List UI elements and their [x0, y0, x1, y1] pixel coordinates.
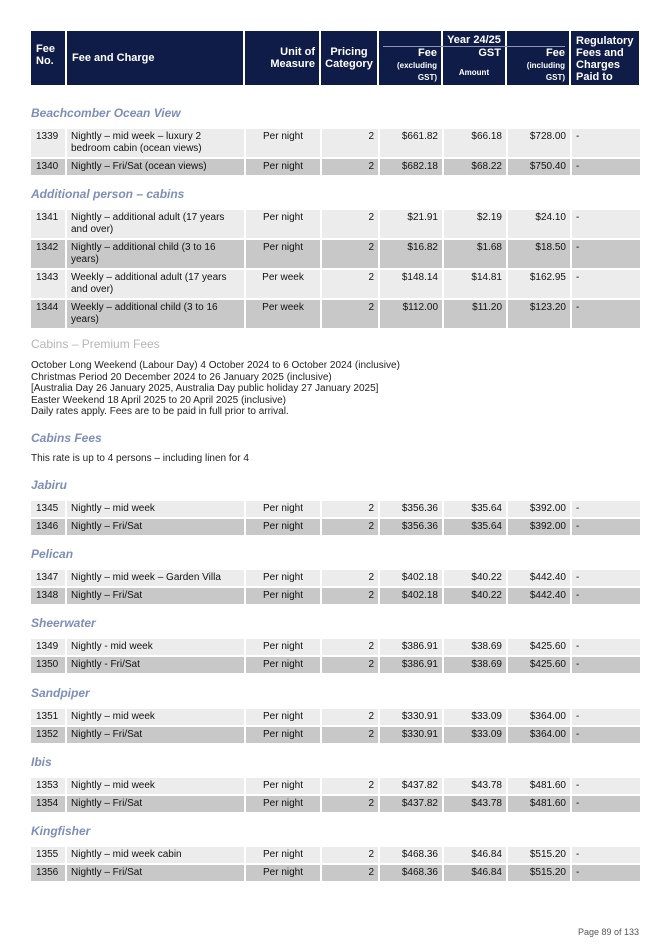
fee-excl-gst: $330.91 — [380, 709, 442, 725]
unit-of-measure: Per night — [246, 159, 320, 175]
fee-description: Nightly – mid week – Garden Villa — [67, 570, 244, 586]
fee-number: 1343 — [31, 270, 65, 298]
gst-amount: $46.84 — [444, 865, 506, 881]
pricing-category: 2 — [322, 501, 378, 517]
unit-of-measure: Per night — [246, 501, 320, 517]
regulatory-paid-to: - — [572, 796, 640, 812]
fee-description: Nightly – Fri/Sat — [67, 865, 244, 881]
table-row — [31, 639, 639, 655]
fee-incl-gst: $728.00 — [508, 129, 570, 157]
fee-excl-gst: $386.91 — [380, 639, 442, 655]
gst-amount: $68.22 — [444, 159, 506, 175]
fee-excl-gst: $661.82 — [380, 129, 442, 157]
premium-fees-notes — [31, 360, 400, 418]
fee-incl-gst: $364.00 — [508, 709, 570, 725]
section-title-pelican: Pelican — [31, 547, 74, 561]
fee-number: 1350 — [31, 657, 65, 673]
fee-excl-gst: $356.36 — [380, 519, 442, 535]
unit-of-measure: Per night — [246, 519, 320, 535]
table-row — [31, 796, 639, 812]
fee-number: 1348 — [31, 588, 65, 604]
fee-excl-gst: $437.82 — [380, 796, 442, 812]
table-row — [31, 300, 639, 328]
section-title-sheerwater: Sheerwater — [31, 616, 96, 630]
pricing-category: 2 — [322, 519, 378, 535]
unit-of-measure: Per night — [246, 588, 320, 604]
table-row — [31, 709, 639, 725]
fee-excl-gst: $468.36 — [380, 847, 442, 863]
section-title-sandpiper: Sandpiper — [31, 686, 90, 700]
fee-description: Nightly – mid week cabin — [67, 847, 244, 863]
gst-amount: $2.19 — [444, 210, 506, 238]
fee-number: 1345 — [31, 501, 65, 517]
fee-incl-gst: $481.60 — [508, 796, 570, 812]
pricing-category: 2 — [322, 270, 378, 298]
fee-excl-gst: $148.14 — [380, 270, 442, 298]
fee-description: Nightly – Fri/Sat — [67, 727, 244, 743]
section-title-kingfisher: Kingfisher — [31, 824, 91, 838]
fee-incl-gst: $392.00 — [508, 519, 570, 535]
pricing-category: 2 — [322, 796, 378, 812]
fee-number: 1349 — [31, 639, 65, 655]
gst-amount: $66.18 — [444, 129, 506, 157]
table-row — [31, 519, 639, 535]
fee-description: Nightly – Fri/Sat (ocean views) — [67, 159, 244, 175]
table-sheerwater — [31, 639, 639, 675]
unit-of-measure: Per night — [246, 796, 320, 812]
gst-amount: $11.20 — [444, 300, 506, 328]
table-kingfisher — [31, 847, 639, 883]
fee-description: Weekly – additional child (3 to 16 years) — [67, 300, 244, 328]
regulatory-paid-to: - — [572, 570, 640, 586]
table-row — [31, 210, 639, 238]
gst-amount: $46.84 — [444, 847, 506, 863]
header-unit-of-measure: Unit of Measure — [245, 31, 319, 85]
header-year-group — [379, 31, 569, 85]
regulatory-paid-to: - — [572, 709, 640, 725]
unit-of-measure: Per night — [246, 865, 320, 881]
gst-amount: $43.78 — [444, 778, 506, 794]
fee-description: Nightly – additional adult (17 years and over) — [67, 210, 244, 238]
pricing-category: 2 — [322, 300, 378, 328]
regulatory-paid-to: - — [572, 159, 640, 175]
fee-excl-gst: $16.82 — [380, 240, 442, 268]
table-row — [31, 865, 639, 881]
table-row — [31, 501, 639, 517]
fee-incl-gst: $425.60 — [508, 639, 570, 655]
fee-number: 1346 — [31, 519, 65, 535]
fee-excl-gst: $402.18 — [380, 570, 442, 586]
section-title-beachcomber: Beachcomber Ocean View — [31, 106, 181, 120]
pricing-category: 2 — [322, 727, 378, 743]
pricing-category: 2 — [322, 588, 378, 604]
fee-excl-gst: $330.91 — [380, 727, 442, 743]
gst-amount: $35.64 — [444, 519, 506, 535]
fee-number: 1352 — [31, 727, 65, 743]
table-sandpiper — [31, 709, 639, 745]
table-row — [31, 129, 639, 157]
gst-amount: $35.64 — [444, 501, 506, 517]
table-row — [31, 727, 639, 743]
fee-number: 1341 — [31, 210, 65, 238]
table-jabiru — [31, 501, 639, 537]
unit-of-measure: Per week — [246, 270, 320, 298]
header-fee-no: Fee No. — [31, 31, 65, 85]
pricing-category: 2 — [322, 570, 378, 586]
fee-incl-gst: $18.50 — [508, 240, 570, 268]
fee-excl-gst: $682.18 — [380, 159, 442, 175]
premium-note-line: [Australia Day 26 January 2025, Australia Day public holiday 27 January 2025] — [31, 383, 379, 394]
fee-number: 1340 — [31, 159, 65, 175]
fee-number: 1344 — [31, 300, 65, 328]
regulatory-paid-to: - — [572, 865, 640, 881]
table-additional-person — [31, 210, 639, 330]
fee-incl-gst: $481.60 — [508, 778, 570, 794]
fee-incl-gst: $364.00 — [508, 727, 570, 743]
fee-incl-gst: $123.20 — [508, 300, 570, 328]
gst-amount: $40.22 — [444, 570, 506, 586]
premium-note-line: Daily rates apply. Fees are to be paid in full prior to arrival. — [31, 406, 289, 417]
gst-amount: $43.78 — [444, 796, 506, 812]
fee-incl-gst: $515.20 — [508, 847, 570, 863]
fee-incl-gst: $162.95 — [508, 270, 570, 298]
unit-of-measure: Per week — [246, 300, 320, 328]
header-gst-label: GST — [478, 47, 501, 59]
unit-of-measure: Per night — [246, 240, 320, 268]
premium-note-line: October Long Weekend (Labour Day) 4 October 2024 to 6 October 2024 (inclusive) — [31, 360, 400, 371]
regulatory-paid-to: - — [572, 657, 640, 673]
pricing-category: 2 — [322, 657, 378, 673]
regulatory-paid-to: - — [572, 300, 640, 328]
pricing-category: 2 — [322, 639, 378, 655]
pricing-category: 2 — [322, 865, 378, 881]
fee-incl-gst: $515.20 — [508, 865, 570, 881]
fee-description: Nightly - mid week — [67, 639, 244, 655]
gst-amount: $1.68 — [444, 240, 506, 268]
header-fee2-label: Fee — [546, 47, 565, 59]
fee-description: Weekly – additional adult (17 years and over) — [67, 270, 244, 298]
fee-incl-gst: $442.40 — [508, 588, 570, 604]
table-row — [31, 588, 639, 604]
pricing-category: 2 — [322, 210, 378, 238]
regulatory-paid-to: - — [572, 727, 640, 743]
table-pelican — [31, 570, 639, 606]
header-fee2-sub: (including GST) — [526, 61, 565, 82]
fee-number: 1354 — [31, 796, 65, 812]
fee-excl-gst: $21.91 — [380, 210, 442, 238]
fee-incl-gst: $750.40 — [508, 159, 570, 175]
fee-number: 1342 — [31, 240, 65, 268]
pricing-category: 2 — [322, 129, 378, 157]
fee-description: Nightly – Fri/Sat — [67, 588, 244, 604]
section-title-cabins-fees: Cabins Fees — [31, 431, 102, 445]
fee-description: Nightly – mid week — [67, 709, 244, 725]
regulatory-paid-to: - — [572, 501, 640, 517]
gst-amount: $33.09 — [444, 727, 506, 743]
fee-excl-gst: $437.82 — [380, 778, 442, 794]
header-regulatory: Regulatory Fees and Charges Paid to — [571, 31, 639, 85]
regulatory-paid-to: - — [572, 639, 640, 655]
table-row — [31, 847, 639, 863]
gst-amount: $40.22 — [444, 588, 506, 604]
regulatory-paid-to: - — [572, 240, 640, 268]
header-fee-and-charge: Fee and Charge — [67, 31, 243, 85]
fee-description: Nightly – Fri/Sat — [67, 796, 244, 812]
table-row — [31, 778, 639, 794]
fee-description: Nightly – Fri/Sat — [67, 519, 244, 535]
fee-description: Nightly - Fri/Sat — [67, 657, 244, 673]
gst-amount: $14.81 — [444, 270, 506, 298]
unit-of-measure: Per night — [246, 847, 320, 863]
fee-incl-gst: $24.10 — [508, 210, 570, 238]
pricing-category: 2 — [322, 709, 378, 725]
table-ibis — [31, 778, 639, 814]
table-beachcomber — [31, 129, 639, 177]
header-fee-label: Fee — [418, 47, 437, 59]
table-row — [31, 570, 639, 586]
table-row — [31, 240, 639, 268]
header-gst-sub: Amount — [458, 68, 490, 77]
pricing-category: 2 — [322, 778, 378, 794]
fee-excl-gst: $356.36 — [380, 501, 442, 517]
fee-description: Nightly – mid week – luxury 2 bedroom cabin (ocean views) — [67, 129, 244, 157]
premium-note-line: Easter Weekend 18 April 2025 to 20 April 2025 (inclusive) — [31, 394, 286, 406]
pricing-category: 2 — [322, 240, 378, 268]
unit-of-measure: Per night — [246, 657, 320, 673]
table-row — [31, 657, 639, 673]
unit-of-measure: Per night — [246, 727, 320, 743]
premium-note-line: Christmas Period 20 December 2024 to 26 January 2025 (inclusive) — [31, 371, 332, 383]
unit-of-measure: Per night — [246, 570, 320, 586]
regulatory-paid-to: - — [572, 588, 640, 604]
document-page — [31, 31, 639, 878]
fee-excl-gst: $402.18 — [380, 588, 442, 604]
unit-of-measure: Per night — [246, 639, 320, 655]
regulatory-paid-to: - — [572, 210, 640, 238]
fee-number: 1353 — [31, 778, 65, 794]
fee-description: Nightly – mid week — [67, 778, 244, 794]
unit-of-measure: Per night — [246, 210, 320, 238]
fee-excl-gst: $468.36 — [380, 865, 442, 881]
fee-description: Nightly – additional child (3 to 16 years) — [67, 240, 244, 268]
header-pricing-category: Pricing Category — [321, 31, 377, 85]
header-fee-sub: (excluding GST) — [396, 61, 437, 82]
fee-description: Nightly – mid week — [67, 501, 244, 517]
pricing-category: 2 — [322, 159, 378, 175]
table-row — [31, 159, 639, 175]
section-title-premium-fees: Cabins – Premium Fees — [31, 337, 160, 351]
gst-amount: $38.69 — [444, 639, 506, 655]
cabins-fees-note: This rate is up to 4 persons – including linen for 4 — [31, 453, 249, 464]
fee-incl-gst: $425.60 — [508, 657, 570, 673]
page-number: Page 89 of 133 — [577, 927, 639, 937]
unit-of-measure: Per night — [246, 129, 320, 157]
section-title-jabiru: Jabiru — [31, 478, 68, 492]
section-title-additional-person: Additional person – cabins — [31, 187, 185, 201]
fee-number: 1356 — [31, 865, 65, 881]
table-header — [31, 31, 639, 85]
gst-amount: $33.09 — [444, 709, 506, 725]
fee-excl-gst: $386.91 — [380, 657, 442, 673]
regulatory-paid-to: - — [572, 778, 640, 794]
regulatory-paid-to: - — [572, 129, 640, 157]
section-title-ibis: Ibis — [31, 755, 52, 769]
fee-number: 1347 — [31, 570, 65, 586]
pricing-category: 2 — [322, 847, 378, 863]
fee-incl-gst: $442.40 — [508, 570, 570, 586]
regulatory-paid-to: - — [572, 847, 640, 863]
header-year-divider — [383, 46, 565, 47]
fee-incl-gst: $392.00 — [508, 501, 570, 517]
fee-number: 1355 — [31, 847, 65, 863]
table-row — [31, 270, 639, 298]
regulatory-paid-to: - — [572, 270, 640, 298]
unit-of-measure: Per night — [246, 709, 320, 725]
fee-number: 1351 — [31, 709, 65, 725]
unit-of-measure: Per night — [246, 778, 320, 794]
gst-amount: $38.69 — [444, 657, 506, 673]
header-year: Year 24/25 — [447, 34, 501, 46]
fee-number: 1339 — [31, 129, 65, 157]
regulatory-paid-to: - — [572, 519, 640, 535]
fee-excl-gst: $112.00 — [380, 300, 442, 328]
